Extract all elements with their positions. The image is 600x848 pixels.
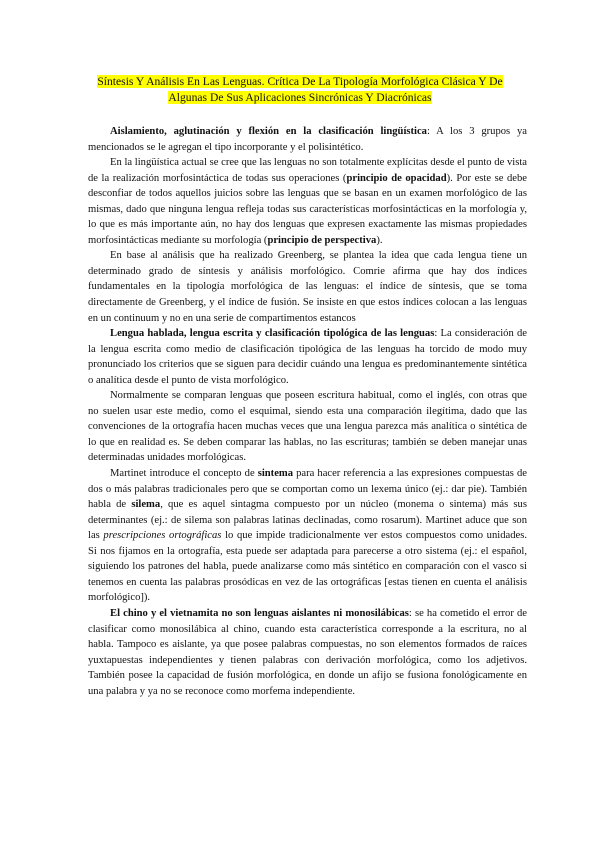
document-title (60, 74, 540, 105)
term-orthographic-prescriptions: prescripciones ortográficas (103, 530, 222, 542)
section-heading: Lengua hablada, lengua escrita y clasificación tipológica de las lenguas (110, 328, 435, 340)
paragraph-opacity-perspective: En la lingüística actual se cree que las lenguas no son totalmente explícitas desde el punto de vista de la realización morfosintáctica de todas sus operaciones (principio de opacidad). Por este se debe desconfiar de todos aquellos juicios sobre las lenguas que se basan en un examen morfológico de las mismas, dado que ninguna lengua refleja todas sus características morfosintácticas en la morfología y, lo que es más importante aún, no hay dos lenguas que expresen exactamente las mismas propiedades morfosintácticas mediante su morfología (principio de perspectiva). (88, 157, 527, 246)
term-perspective-principle: principio de perspectiva (267, 234, 377, 246)
title-line-2: Algunas De Sus Aplicaciones Sincrónicas Y Diacrónicas (168, 90, 432, 104)
section-heading: El chino y el vietnamita no son lenguas aislantes ni monosilábicas (110, 607, 409, 619)
title-line-1: Síntesis Y Análisis En Las Lenguas. Crítica De La Tipología Morfológica Clásica Y De (97, 75, 503, 88)
term-sintema: sintema (257, 468, 294, 480)
document-body (88, 124, 527, 699)
paragraph-comparing-languages: Normalmente se comparan lenguas que poseen escritura habitual, como el inglés, con otras que no suelen usar este medio, como el esquimal, siendo esta una comparación ilegítima, dado que las convenciones de la ortografía hacen muchas veces que una lengua parezca más analítica o sintética de lo que en realidad es. Se deben comparar las hablas, no las escrituras; también se deben manejar unas determinadas unidades morfológicas. (88, 390, 527, 464)
paragraph-chinese-vietnamese: El chino y el vietnamita no son lenguas aislantes ni monosilábicas: se ha cometido el error de clasificar como monosilábica al chino, cuando esta característica corresponde a la escritura, no al habla. Tampoco es aislante, ya que posee palabras compuestas, no son elementos formados de raíces yuxtapuestas independientes y tienen palabras con derivación morfológica, como los adjetivos. También posee la capacidad de fusión morfológica, en donde un afijo se fusiona fonológicamente en una palabra y ya no se reconoce como morfema independiente. (88, 607, 527, 697)
paragraph-greenberg-indices: En base al análisis que ha realizado Greenberg, se plantea la idea que cada lengua tiene un determinado grado de síntesis y análisis morfológico. Comrie afirma que hay dos índices fundamentales en la tipología morfológica de las lenguas: el índice de síntesis, que se toma directamente de Greenberg, y el índice de fusión. Se insiste en que estos índices colocan a las lenguas en un continuum y no en una serie de compartimentos estancos (88, 250, 527, 324)
paragraph-isolation-agglutination: Aislamiento, aglutinación y flexión en la clasificación lingüística: A los 3 grupos ya mencionados se le agregan el tipo incorporante y el polisintético. (88, 126, 527, 153)
term-opacity-principle: principio de opacidad (346, 172, 447, 184)
section-heading: Aislamiento, aglutinación y flexión en la clasificación lingüística (110, 126, 427, 137)
paragraph-martinet-sintema: Martinet introduce el concepto de sintema para hacer referencia a las expresiones compuestas de dos o más palabras tradicionales pero que se comportan como un lexema único (ej.: dar pie). También habla de silema, que es aquel sintagma compuesto por un núcleo (monema o sintema) más sus determinantes (ej.: de silema son palabras latinas declinadas, como rosarum). Martinet aduce que son las prescripciones ortográficas lo que impide tradicionalmente ver estos compuestos como unidades. Si nos fijamos en la ortografía, esta puede ser adaptada para parecerse a otro sistema (ej.: el español, siguiendo los patrones del habla, puede analizarse como más sintético en comparación con el vasco si tenemos en cuenta las palabras prosódicas en vez de las ortográficas [estas tienen en cuenta el análisis morfológico]). (88, 468, 527, 604)
paragraph-spoken-written-language: Lengua hablada, lengua escrita y clasificación tipológica de las lenguas: La consideración de la lengua escrita como medio de clasificación tipológica de las lenguas ha torcido de modo muy pronunciado los criterios que se siguen para decidir cuándo una lengua es predominantemente sintética o analítica desde el punto de vista morfológico. (88, 328, 527, 386)
term-silema: silema (131, 499, 161, 511)
